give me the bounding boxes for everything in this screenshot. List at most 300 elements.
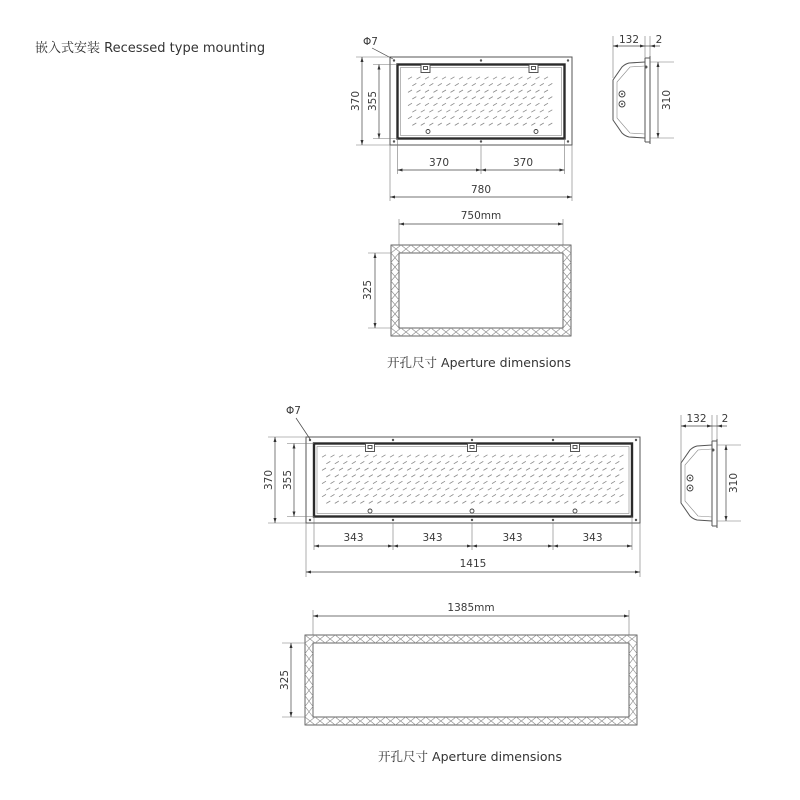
perforation-slot — [433, 468, 437, 470]
leader-line — [372, 48, 393, 59]
perforation-slot — [360, 488, 364, 490]
perforation-slot — [434, 77, 438, 79]
perforation-slot — [492, 468, 496, 470]
perforation-slot — [514, 97, 518, 99]
perforation-slot — [607, 488, 611, 490]
perforation-slot — [428, 475, 432, 477]
frame-hole — [635, 519, 637, 521]
perforation-slot — [489, 123, 493, 125]
fixing-screw — [426, 130, 430, 134]
perforation-slot — [455, 97, 459, 99]
mounting-bracket — [468, 444, 477, 452]
perforation-slot — [475, 468, 479, 470]
perforation-slot — [412, 123, 416, 125]
perforation-slot — [560, 455, 564, 457]
perforation-slot — [603, 455, 607, 457]
perforation-slot — [455, 83, 459, 85]
perforation-slot — [459, 103, 463, 105]
perforation-slot — [424, 468, 428, 470]
perforation-slot — [471, 475, 475, 477]
perforation-slot — [428, 501, 432, 503]
perforation-slot — [365, 481, 369, 483]
perforation-slot — [489, 83, 493, 85]
perforation-slot — [577, 455, 581, 457]
truss-hatch — [305, 635, 637, 725]
perforation-slot — [560, 481, 564, 483]
perforation-slot — [492, 481, 496, 483]
perforation-slot — [506, 110, 510, 112]
perforation-slot — [501, 468, 505, 470]
perforation-slot — [530, 475, 534, 477]
perforation-slot — [509, 481, 513, 483]
perforation-slot — [429, 97, 433, 99]
perforation-slot — [620, 481, 624, 483]
section-width-label: 343 — [582, 532, 603, 544]
perforation-slot — [407, 468, 411, 470]
perforation-slot — [479, 475, 483, 477]
perforation-slot — [556, 461, 560, 463]
perforation-slot — [339, 455, 343, 457]
panel-border — [398, 65, 565, 139]
leader-line — [296, 418, 310, 439]
perforation-slot — [407, 455, 411, 457]
perforation-slot — [394, 475, 398, 477]
perforation-slot — [536, 77, 540, 79]
perforation-slot — [509, 494, 513, 496]
perforation-slot — [527, 90, 531, 92]
perforation-slot — [403, 501, 407, 503]
perforation-slot — [620, 494, 624, 496]
perforation-slot — [382, 481, 386, 483]
large-unit-drawing — [263, 405, 741, 764]
perforation-slot — [603, 494, 607, 496]
perforation-slot — [454, 488, 458, 490]
perforation-slot — [446, 97, 450, 99]
perforation-slot — [560, 468, 564, 470]
perforation-slot — [472, 110, 476, 112]
perforation-slot — [429, 83, 433, 85]
perforation-slot — [463, 83, 467, 85]
perforation-slot — [531, 110, 535, 112]
perforation-slot — [428, 488, 432, 490]
perforation-slot — [326, 488, 330, 490]
perforation-slot — [451, 116, 455, 118]
perforation-slot — [594, 455, 598, 457]
depth-label: 132 — [618, 34, 640, 46]
section-width-label: 370 — [428, 157, 450, 169]
housing-profile — [681, 445, 712, 521]
perforation-slot — [544, 77, 548, 79]
perforation-slot — [581, 461, 585, 463]
perforation-slot — [441, 494, 445, 496]
perforation-slot — [472, 97, 476, 99]
perforation-slot — [493, 90, 497, 92]
perforation-slot — [434, 103, 438, 105]
perforation-slot — [365, 468, 369, 470]
perforation-slot — [386, 461, 390, 463]
perforation-slot — [421, 83, 425, 85]
perforation-slot — [569, 455, 573, 457]
perforation-slot — [434, 90, 438, 92]
perforation-slot — [352, 475, 356, 477]
perforation-slot — [390, 468, 394, 470]
perforation-slot — [433, 455, 437, 457]
perforation-slot — [492, 494, 496, 496]
perforation-slot — [536, 103, 540, 105]
perforation-slot — [360, 475, 364, 477]
perforation-slot — [322, 468, 326, 470]
perforation-slot — [369, 501, 373, 503]
frame-hole — [392, 519, 394, 521]
perforation-slot — [326, 501, 330, 503]
perforation-slot — [438, 97, 442, 99]
frame-hole — [392, 439, 394, 441]
large-aperture-view — [279, 602, 637, 764]
perforation-slot — [540, 110, 544, 112]
indicator-lamp-center — [621, 93, 623, 95]
perforation-slot — [505, 461, 509, 463]
perforation-slot — [382, 494, 386, 496]
perforation-slot — [454, 475, 458, 477]
side-height-label: 310 — [728, 472, 740, 494]
perforation-slot — [493, 103, 497, 105]
perforation-slot — [556, 488, 560, 490]
perforation-slot — [399, 481, 403, 483]
perforation-slot — [446, 110, 450, 112]
perforation-slot — [399, 455, 403, 457]
perforation-slot — [615, 461, 619, 463]
perforation-slot — [598, 488, 602, 490]
perforation-slot — [459, 116, 463, 118]
perforation-slot — [552, 481, 556, 483]
aperture-caption: 开孔尺寸 Aperture dimensions — [378, 749, 562, 764]
perforation-slot — [540, 83, 544, 85]
perforation-slot — [552, 455, 556, 457]
perforation-slot — [471, 461, 475, 463]
perforation-slot — [331, 468, 335, 470]
mounting-bracket — [571, 444, 580, 452]
perforation-slot — [502, 116, 506, 118]
perforation-slot — [611, 455, 615, 457]
perforation-slot — [425, 116, 429, 118]
perforation-slot — [530, 501, 534, 503]
perforation-slot — [522, 501, 526, 503]
perforation-slot — [506, 83, 510, 85]
perforation-slot — [475, 481, 479, 483]
small-aperture-view — [362, 210, 571, 370]
perforation-slot — [382, 468, 386, 470]
perforation-slot — [343, 475, 347, 477]
perforation-slot — [462, 488, 466, 490]
perforation-slot — [322, 494, 326, 496]
aperture-outer-edge — [305, 635, 637, 725]
perforation-slot — [603, 481, 607, 483]
perforation-slot — [463, 123, 467, 125]
perforation-slot — [611, 481, 615, 483]
perforation-slot — [480, 97, 484, 99]
hole-callout: Φ7 — [363, 36, 378, 48]
perforation-slot — [425, 103, 429, 105]
perforation-slot — [403, 461, 407, 463]
perforation-slot — [569, 481, 573, 483]
perforation-slot — [394, 501, 398, 503]
perforation-slot — [386, 501, 390, 503]
perforation-slot — [514, 123, 518, 125]
perforation-slot — [467, 468, 471, 470]
frame-hole — [480, 59, 482, 61]
indicator-lamp-center — [621, 103, 623, 105]
perforation-slot — [484, 481, 488, 483]
perforation-slot — [411, 475, 415, 477]
perforation-slot — [454, 461, 458, 463]
perforation-slot — [488, 501, 492, 503]
perforation-slot — [408, 90, 412, 92]
perforation-slot — [462, 475, 466, 477]
perforation-slot — [497, 123, 501, 125]
perforation-slot — [564, 488, 568, 490]
perforation-slot — [531, 97, 535, 99]
perforation-slot — [356, 455, 360, 457]
perforation-slot — [519, 77, 523, 79]
perforation-slot — [468, 103, 472, 105]
perforation-slot — [438, 83, 442, 85]
perforation-slot — [607, 501, 611, 503]
perforation-slot — [611, 468, 615, 470]
hole-callout: Φ7 — [286, 405, 301, 417]
perforation-slot — [573, 501, 577, 503]
perforation-slot — [429, 110, 433, 112]
perforation-slot — [506, 97, 510, 99]
perforation-slot — [547, 461, 551, 463]
perforation-slot — [438, 123, 442, 125]
perforation-slot — [522, 461, 526, 463]
frame-hole — [567, 140, 569, 142]
perforation-slot — [339, 494, 343, 496]
perforation-slot — [468, 116, 472, 118]
perforation-slot — [548, 110, 552, 112]
housing-inner-profile — [685, 449, 712, 517]
perforation-slot — [522, 488, 526, 490]
frame-hole — [471, 519, 473, 521]
perforation-slot — [535, 468, 539, 470]
perforation-slot — [484, 494, 488, 496]
bracket-slot — [532, 67, 536, 70]
perforation-slot — [573, 461, 577, 463]
perforation-slot — [331, 481, 335, 483]
small-side-view — [613, 34, 674, 144]
perforation-slot — [505, 475, 509, 477]
perforation-slot — [598, 475, 602, 477]
perforation-slot — [594, 468, 598, 470]
perforation-slot — [603, 468, 607, 470]
perforation-slot — [472, 123, 476, 125]
perforation-slot — [442, 77, 446, 79]
perforation-slot — [476, 77, 480, 79]
perforation-slot — [322, 481, 326, 483]
aperture-opening — [399, 253, 563, 328]
frame-hole — [471, 439, 473, 441]
bracket-slot — [470, 446, 474, 449]
aperture-height-label: 325 — [362, 279, 374, 301]
aperture-outer-edge — [391, 245, 571, 336]
perforation-slot — [518, 468, 522, 470]
perforation-slot — [467, 455, 471, 457]
perforation-slot — [377, 501, 381, 503]
section-width-label: 343 — [343, 532, 364, 544]
section-width-label: 370 — [512, 157, 534, 169]
perforation-slot — [536, 116, 540, 118]
aperture-width-label: 750mm — [460, 210, 502, 222]
perforation-slot — [586, 494, 590, 496]
perforation-slot — [543, 494, 547, 496]
housing-inner-profile — [617, 66, 645, 134]
indicator-lamp-center — [689, 487, 691, 489]
perforation-slot — [531, 83, 535, 85]
perforation-slot — [458, 455, 462, 457]
perforation-slot — [590, 475, 594, 477]
perforation-slot — [411, 501, 415, 503]
perforation-slot — [479, 501, 483, 503]
perforation-slot — [459, 77, 463, 79]
perforation-slot — [451, 90, 455, 92]
perforation-slot — [356, 468, 360, 470]
fixing-screw — [573, 509, 577, 513]
perforation-slot — [412, 97, 416, 99]
perforation-slot — [424, 494, 428, 496]
perforation-slot — [479, 488, 483, 490]
perforation-slot — [450, 455, 454, 457]
perforation-slot — [611, 494, 615, 496]
perforation-slot — [536, 90, 540, 92]
perforation-slot — [590, 461, 594, 463]
perforation-slot — [535, 455, 539, 457]
perforation-slot — [352, 488, 356, 490]
perforation-slot — [476, 103, 480, 105]
perforation-slot — [489, 97, 493, 99]
bracket-slot — [368, 446, 372, 449]
perforation-slot — [369, 475, 373, 477]
perforation-slot — [373, 481, 377, 483]
mounting-bracket — [366, 444, 375, 452]
perforation-slot — [607, 475, 611, 477]
perforation-slot — [365, 494, 369, 496]
perforation-slot — [445, 461, 449, 463]
perforation-slot — [523, 97, 527, 99]
frame-hole — [393, 59, 395, 61]
perforation-slot — [620, 468, 624, 470]
perforation-slot — [428, 461, 432, 463]
perforation-slot — [322, 455, 326, 457]
perforation-slot — [420, 475, 424, 477]
perforation-grid — [322, 455, 624, 504]
perforation-slot — [468, 90, 472, 92]
frame-hole — [552, 439, 554, 441]
perforation-slot — [509, 468, 513, 470]
perforation-slot — [373, 468, 377, 470]
perforation-slot — [505, 488, 509, 490]
overall-height-label: 370 — [263, 469, 275, 491]
perforation-slot — [501, 455, 505, 457]
perforation-slot — [497, 110, 501, 112]
perforation-grid — [408, 77, 552, 126]
perforation-slot — [476, 116, 480, 118]
perforation-slot — [417, 77, 421, 79]
perforation-slot — [539, 475, 543, 477]
perforation-slot — [492, 455, 496, 457]
perforation-slot — [445, 475, 449, 477]
perforation-slot — [352, 501, 356, 503]
perforation-slot — [331, 494, 335, 496]
perforation-slot — [421, 123, 425, 125]
perforation-slot — [544, 103, 548, 105]
perforation-slot — [369, 461, 373, 463]
depth-label: 132 — [686, 413, 707, 425]
perforation-slot — [530, 461, 534, 463]
perforation-slot — [564, 501, 568, 503]
perforation-slot — [552, 494, 556, 496]
perforation-slot — [343, 461, 347, 463]
perforation-slot — [594, 481, 598, 483]
perforation-slot — [496, 488, 500, 490]
perforation-slot — [548, 97, 552, 99]
perforation-slot — [586, 468, 590, 470]
perforation-slot — [416, 494, 420, 496]
perforation-slot — [560, 494, 564, 496]
perforation-slot — [526, 468, 530, 470]
perforation-slot — [377, 488, 381, 490]
perforation-slot — [390, 455, 394, 457]
perforation-slot — [581, 488, 585, 490]
perforation-slot — [540, 123, 544, 125]
perforation-slot — [412, 83, 416, 85]
perforation-slot — [455, 123, 459, 125]
perforation-slot — [573, 475, 577, 477]
perforation-slot — [425, 77, 429, 79]
perforation-slot — [442, 116, 446, 118]
perforation-slot — [615, 475, 619, 477]
perforation-slot — [543, 481, 547, 483]
perforation-slot — [493, 77, 497, 79]
section-width-label: 343 — [502, 532, 523, 544]
perforation-slot — [552, 468, 556, 470]
perforation-slot — [411, 488, 415, 490]
perforation-slot — [488, 475, 492, 477]
housing-profile — [613, 62, 645, 138]
perforation-slot — [484, 468, 488, 470]
perforation-slot — [408, 77, 412, 79]
large-front-view — [263, 405, 640, 577]
perforation-slot — [480, 123, 484, 125]
frame-hole — [635, 439, 637, 441]
perforation-slot — [411, 461, 415, 463]
perforation-slot — [458, 481, 462, 483]
perforation-slot — [412, 110, 416, 112]
aperture-caption: 开孔尺寸 Aperture dimensions — [387, 355, 571, 370]
perforation-slot — [394, 488, 398, 490]
perforation-slot — [539, 461, 543, 463]
perforation-slot — [526, 481, 530, 483]
perforation-slot — [484, 455, 488, 457]
perforation-slot — [437, 488, 441, 490]
perforation-slot — [399, 468, 403, 470]
perforation-slot — [519, 103, 523, 105]
overall-width-label: 780 — [470, 184, 492, 196]
perforation-slot — [386, 488, 390, 490]
perforation-slot — [416, 468, 420, 470]
perforation-slot — [343, 488, 347, 490]
perforation-slot — [360, 501, 364, 503]
perforation-slot — [569, 468, 573, 470]
